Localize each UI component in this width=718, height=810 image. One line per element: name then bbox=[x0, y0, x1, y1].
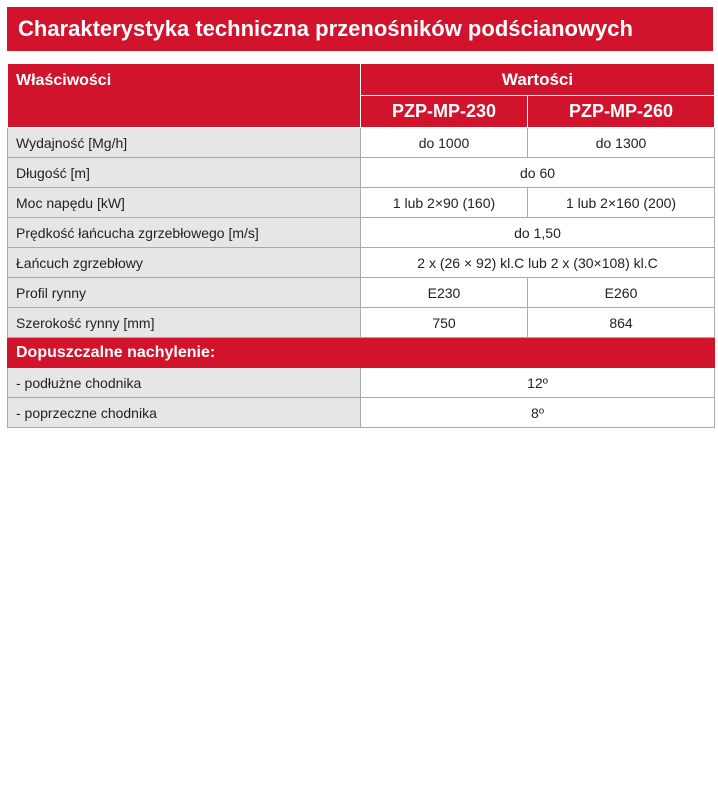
row-label: Moc napędu [kW] bbox=[8, 188, 361, 218]
table-row-chain-speed bbox=[8, 218, 715, 248]
row-label: Długość [m] bbox=[8, 158, 361, 188]
row-label: Profil rynny bbox=[8, 278, 361, 308]
row-label: - poprzeczne chodnika bbox=[8, 398, 361, 428]
table-row-incline-longitudinal bbox=[8, 368, 715, 398]
row-value-merged: 8º bbox=[361, 398, 715, 428]
table-row-drive-power bbox=[8, 188, 715, 218]
row-value-230: 750 bbox=[361, 308, 528, 338]
row-value-merged: 2 x (26 × 92) kl.C lub 2 x (30×108) kl.C bbox=[361, 248, 715, 278]
spec-table bbox=[7, 63, 715, 428]
header-properties: Właściwości bbox=[8, 64, 361, 128]
table-row-incline-transverse bbox=[8, 398, 715, 428]
row-label: - podłużne chodnika bbox=[8, 368, 361, 398]
row-label: Łańcuch zgrzebłowy bbox=[8, 248, 361, 278]
row-value-merged: 12º bbox=[361, 368, 715, 398]
row-value-230: 1 lub 2×90 (160) bbox=[361, 188, 528, 218]
header-model-230: PZP-MP-230 bbox=[361, 96, 528, 128]
table-section-row bbox=[8, 338, 715, 368]
row-value-merged: do 1,50 bbox=[361, 218, 715, 248]
table-row-length bbox=[8, 158, 715, 188]
row-value-260: E260 bbox=[528, 278, 715, 308]
row-label: Wydajność [Mg/h] bbox=[8, 128, 361, 158]
section-title-incline: Dopuszczalne nachylenie: bbox=[8, 338, 715, 368]
row-value-230: do 1000 bbox=[361, 128, 528, 158]
table-header-row bbox=[8, 64, 715, 96]
row-label: Prędkość łańcucha zgrzebłowego [m/s] bbox=[8, 218, 361, 248]
row-value-260: 1 lub 2×160 (200) bbox=[528, 188, 715, 218]
row-value-merged: do 60 bbox=[361, 158, 715, 188]
header-model-260: PZP-MP-260 bbox=[528, 96, 715, 128]
row-value-260: do 1300 bbox=[528, 128, 715, 158]
row-value-260: 864 bbox=[528, 308, 715, 338]
table-row-chain bbox=[8, 248, 715, 278]
header-values: Wartości bbox=[361, 64, 715, 96]
row-value-230: E230 bbox=[361, 278, 528, 308]
table-row-profile bbox=[8, 278, 715, 308]
table-row-width bbox=[8, 308, 715, 338]
page-title: Charakterystyka techniczna przenośników podścianowych bbox=[7, 7, 713, 51]
table-row-capacity bbox=[8, 128, 715, 158]
row-label: Szerokość rynny [mm] bbox=[8, 308, 361, 338]
